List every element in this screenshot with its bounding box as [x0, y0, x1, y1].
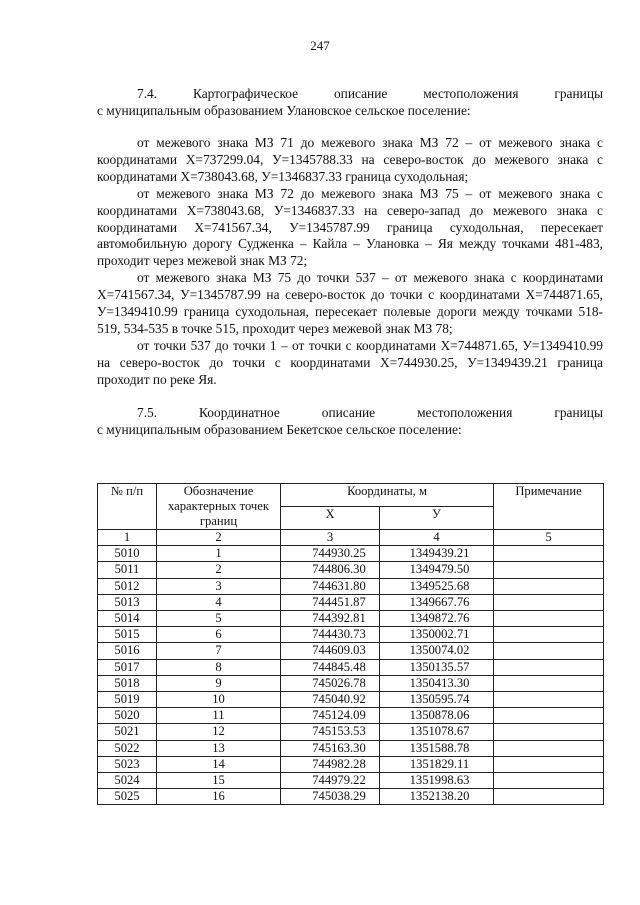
note-cell [494, 692, 604, 708]
heading-word: описание [333, 86, 388, 101]
x-coordinate-cell: 745026.78 [281, 675, 380, 691]
y-coordinate-cell: 1351998.63 [380, 773, 494, 789]
header-y: У [380, 507, 494, 530]
note-cell [494, 562, 604, 578]
heading-line [97, 405, 603, 422]
column-number: 1 [98, 530, 157, 546]
note-cell [494, 627, 604, 643]
y-coordinate-cell: 1350595.74 [380, 692, 494, 708]
row-number-cell: 5012 [98, 578, 157, 594]
note-cell [494, 546, 604, 562]
point-cell: 10 [157, 692, 281, 708]
note-cell [494, 578, 604, 594]
heading-word: описание [321, 405, 376, 420]
row-number-cell: 5016 [98, 643, 157, 659]
table-row [98, 562, 604, 578]
x-coordinate-cell: 744982.28 [281, 756, 380, 772]
table-row [98, 578, 604, 594]
section-7-5-heading [97, 405, 603, 439]
point-cell: 2 [157, 562, 281, 578]
point-cell: 14 [157, 756, 281, 772]
x-coordinate-cell: 744845.48 [281, 659, 380, 675]
row-number-cell: 5011 [98, 562, 157, 578]
point-cell: 5 [157, 611, 281, 627]
x-coordinate-cell: 745040.92 [281, 692, 380, 708]
x-coordinate-cell: 744806.30 [281, 562, 380, 578]
table-row [98, 756, 604, 772]
row-number-cell: 5017 [98, 659, 157, 675]
note-cell [494, 740, 604, 756]
table-row [98, 708, 604, 724]
note-cell [494, 708, 604, 724]
x-coordinate-cell: 744392.81 [281, 611, 380, 627]
note-cell [494, 756, 604, 772]
row-number-cell: 5015 [98, 627, 157, 643]
row-number-cell: 5022 [98, 740, 157, 756]
heading-word: границы [554, 405, 603, 420]
heading-line [97, 86, 603, 103]
note-cell [494, 611, 604, 627]
x-coordinate-cell: 744430.73 [281, 627, 380, 643]
header-num: № п/п [98, 484, 157, 530]
y-coordinate-cell: 1349439.21 [380, 546, 494, 562]
note-cell [494, 594, 604, 610]
point-cell: 12 [157, 724, 281, 740]
row-number-cell: 5025 [98, 789, 157, 805]
row-number-cell: 5021 [98, 724, 157, 740]
table-row [98, 643, 604, 659]
y-coordinate-cell: 1351588.78 [380, 740, 494, 756]
point-cell: 7 [157, 643, 281, 659]
header-coords: Координаты, м [281, 484, 494, 507]
note-cell [494, 659, 604, 675]
point-cell: 8 [157, 659, 281, 675]
note-cell [494, 675, 604, 691]
header-designation: Обозначение характерных точек границ [157, 484, 281, 530]
table-row [98, 789, 604, 805]
point-cell: 11 [157, 708, 281, 724]
note-cell [494, 773, 604, 789]
point-cell: 16 [157, 789, 281, 805]
point-cell: 4 [157, 594, 281, 610]
row-number-cell: 5014 [98, 611, 157, 627]
heading-word: 7.5. [137, 405, 158, 420]
row-number-cell: 5023 [98, 756, 157, 772]
heading-word: Картографическое [192, 86, 299, 101]
table-body [98, 546, 604, 805]
x-coordinate-cell: 745153.53 [281, 724, 380, 740]
point-cell: 15 [157, 773, 281, 789]
paragraph: от точки 537 до точки 1 – от точки с координатами Х=744871.65, У=1349410.99 на северо-восток до точки с координатами Х=744930.25, У=1349439.21 граница проходит по реке Яя. [97, 337, 603, 387]
heading-word: местоположения [423, 86, 519, 101]
table-row [98, 659, 604, 675]
y-coordinate-cell: 1349667.76 [380, 594, 494, 610]
table-row [98, 740, 604, 756]
note-cell [494, 789, 604, 805]
column-number: 4 [380, 530, 494, 546]
y-coordinate-cell: 1352138.20 [380, 789, 494, 805]
point-cell: 13 [157, 740, 281, 756]
y-coordinate-cell: 1350002.71 [380, 627, 494, 643]
column-number: 3 [281, 530, 380, 546]
section-7-4-body [97, 135, 603, 389]
heading-rest: с муниципальным образованием Бекетское сельское поселение: [97, 421, 462, 437]
x-coordinate-cell: 744451.87 [281, 594, 380, 610]
coordinates-table [97, 483, 604, 805]
y-coordinate-cell: 1351829.11 [380, 756, 494, 772]
heading-word: 7.4. [137, 86, 158, 101]
x-coordinate-cell: 745124.09 [281, 708, 380, 724]
y-coordinate-cell: 1349872.76 [380, 611, 494, 627]
y-coordinate-cell: 1350413.30 [380, 675, 494, 691]
table-row [98, 594, 604, 610]
paragraph: от межевого знака МЗ 72 до межевого знака МЗ 75 – от межевого знака с координатами Х=738043.68, У=1346837.33 на северо-запад до межевого знака с координатами Х=741567.34, У=1345787.99 граница суходольная, пересекает автомобильную дорогу Судженка – Кайла – Улановка – Яя между точками 481-483, проходит через межевой знак МЗ 72; [97, 185, 603, 269]
table-row [98, 627, 604, 643]
y-coordinate-cell: 1350135.57 [380, 659, 494, 675]
row-number-cell: 5020 [98, 708, 157, 724]
x-coordinate-cell: 745038.29 [281, 789, 380, 805]
page-number: 247 [310, 38, 330, 53]
note-cell [494, 643, 604, 659]
point-cell: 1 [157, 546, 281, 562]
y-coordinate-cell: 1349525.68 [380, 578, 494, 594]
column-number: 5 [494, 530, 604, 546]
point-cell: 6 [157, 627, 281, 643]
heading-word: Координатное [199, 405, 280, 420]
y-coordinate-cell: 1350878.06 [380, 708, 494, 724]
heading-rest: с муниципальным образованием Улановское сельское поселение: [97, 102, 471, 118]
paragraph: от межевого знака МЗ 75 до точки 537 – от межевого знака с координатами Х=741567.34, У=1345787.99 на северо-восток до точки с координатами Х=744871.65, У=1349410.99 граница суходольная, пересекает полевые дороги между точками 518-519, 534-535 в точке 515, проходит через межевой знак МЗ 78; [97, 270, 603, 336]
heading-word: границы [554, 86, 603, 101]
row-number-cell: 5013 [98, 594, 157, 610]
heading-word: местоположения [417, 405, 513, 420]
paragraph: от межевого знака МЗ 71 до межевого знака МЗ 72 – от межевого знака с координатами Х=737299.04, У=1345788.33 на северо-восток до межевого знака с координатами Х=738043.68, У=1346837.33 граница суходольная; [97, 135, 603, 184]
y-coordinate-cell: 1351078.67 [380, 724, 494, 740]
table-row [98, 692, 604, 708]
row-number-cell: 5018 [98, 675, 157, 691]
column-number-row [98, 530, 604, 546]
x-coordinate-cell: 745163.30 [281, 740, 380, 756]
x-coordinate-cell: 744609.03 [281, 643, 380, 659]
x-coordinate-cell: 744631.80 [281, 578, 380, 594]
header-note: Примечание [494, 484, 604, 530]
y-coordinate-cell: 1350074.02 [380, 643, 494, 659]
x-coordinate-cell: 744930.25 [281, 546, 380, 562]
row-number-cell: 5019 [98, 692, 157, 708]
note-cell [494, 724, 604, 740]
point-cell: 9 [157, 675, 281, 691]
table-row [98, 773, 604, 789]
table-row [98, 675, 604, 691]
table-row [98, 546, 604, 562]
point-cell: 3 [157, 578, 281, 594]
x-coordinate-cell: 744979.22 [281, 773, 380, 789]
section-7-4-heading [97, 86, 603, 120]
header-x: X [281, 507, 380, 530]
table-row [98, 611, 604, 627]
table-row [98, 724, 604, 740]
row-number-cell: 5024 [98, 773, 157, 789]
column-number: 2 [157, 530, 281, 546]
y-coordinate-cell: 1349479.50 [380, 562, 494, 578]
row-number-cell: 5010 [98, 546, 157, 562]
